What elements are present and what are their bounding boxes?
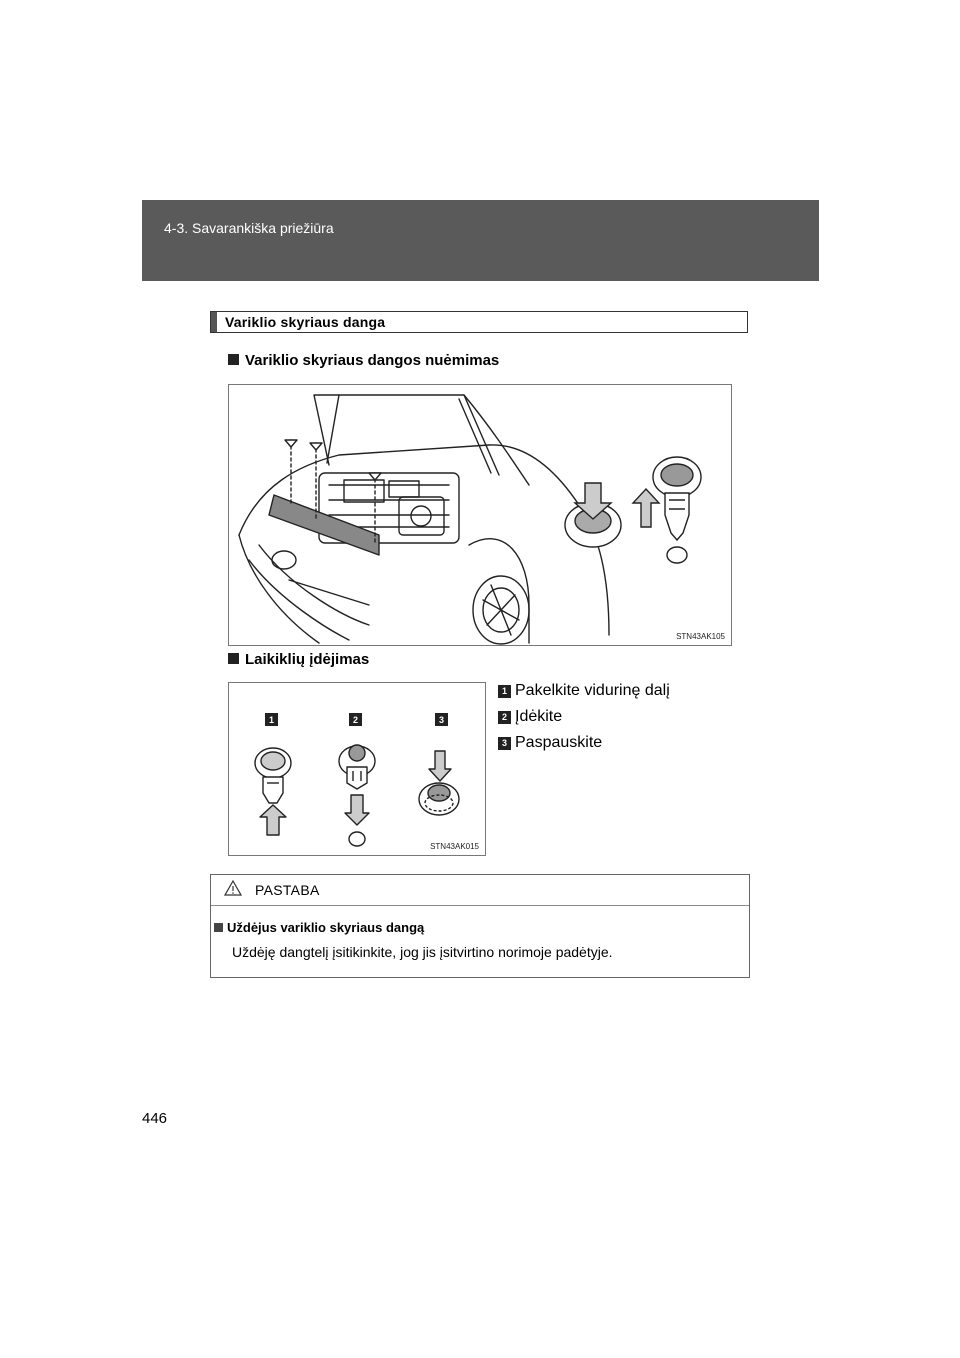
step-number-badge: 3 xyxy=(498,737,511,750)
section-title-marker xyxy=(211,312,217,332)
figure-badge-2: 2 xyxy=(349,713,362,726)
step-text: Pakelkite vidurinę dalį xyxy=(515,682,670,699)
step-number-badge: 2 xyxy=(498,711,511,724)
bullet-square-icon xyxy=(214,923,223,932)
figure-code: STN43AK015 xyxy=(430,842,479,851)
notice-body: Uždėję dangtelį įsitikinkite, jog jis įsitvirtino norimoje padėtyje. xyxy=(232,944,613,960)
warning-triangle-icon xyxy=(224,880,242,896)
figure-badge-3: 3 xyxy=(435,713,448,726)
section-title-box xyxy=(210,311,748,333)
notice-header xyxy=(211,875,749,906)
step-text: Paspauskite xyxy=(515,734,603,751)
step-number-badge: 1 xyxy=(498,685,511,698)
chapter-header xyxy=(142,200,819,281)
page-number: 446 xyxy=(142,1110,168,1127)
chapter-label: 4-3. Savarankiška priežiūra xyxy=(164,220,334,236)
figure-code: STN43AK105 xyxy=(676,632,725,641)
figure-engine-cover-removal xyxy=(228,384,732,646)
section-title: Variklio skyriaus danga xyxy=(225,314,386,330)
step-text: Įdėkite xyxy=(515,708,563,725)
install-steps-list xyxy=(498,678,670,756)
notice-subtitle: Uždėjus variklio skyriaus dangą xyxy=(214,920,424,935)
bullet-square-icon xyxy=(228,354,239,365)
figure-badge-1: 1 xyxy=(265,713,278,726)
subsection-install-title: Laikiklių įdėjimas xyxy=(228,651,369,668)
notice-label: PASTABA xyxy=(255,882,320,898)
bullet-square-icon xyxy=(228,653,239,664)
step-item xyxy=(498,678,670,704)
subsection-removal-title: Variklio skyriaus dangos nuėmimas xyxy=(228,352,499,369)
step-item xyxy=(498,704,670,730)
step-item xyxy=(498,730,670,756)
engine-bay-illustration xyxy=(229,385,731,645)
figure-clip-install xyxy=(228,682,486,856)
clip-steps-illustration xyxy=(229,683,485,855)
